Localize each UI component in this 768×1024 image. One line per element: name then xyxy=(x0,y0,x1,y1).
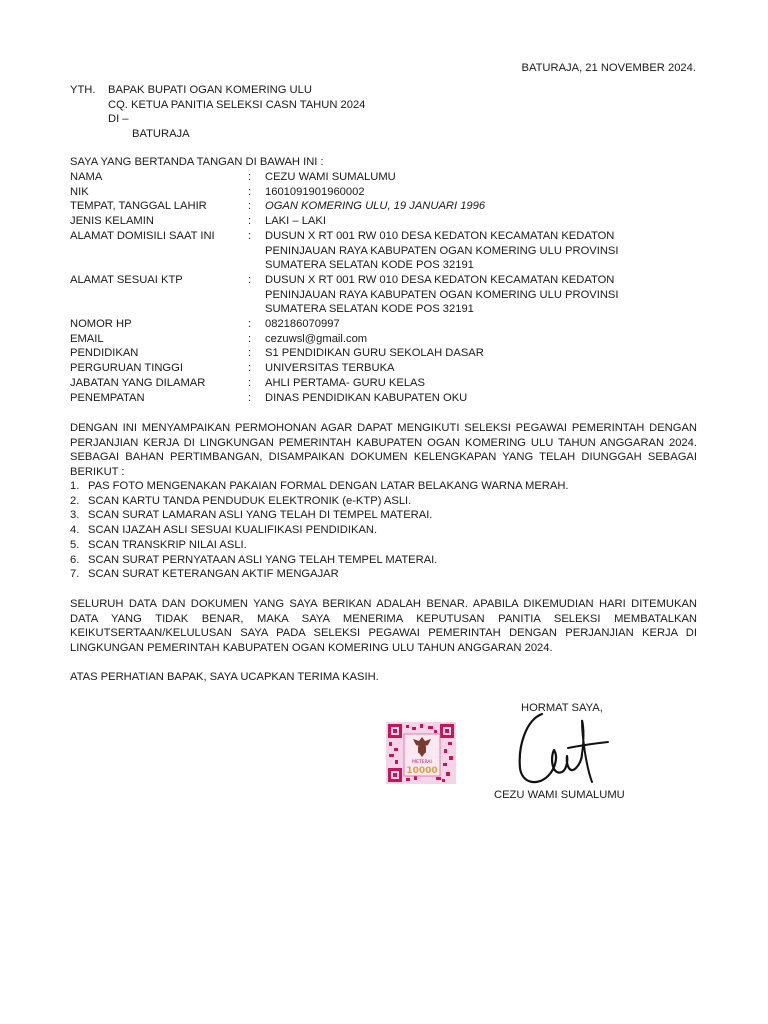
field-colon: : xyxy=(248,391,252,404)
field-colon: : xyxy=(248,171,252,183)
list-number: 1. xyxy=(70,480,80,492)
field-colon: : xyxy=(248,332,252,345)
intro-text: SAYA YANG BERTANDA TANGAN DI BAWAH INI : xyxy=(70,156,324,168)
field-value: DINAS PENDIDIKAN KABUPATEN OKU xyxy=(265,391,468,404)
field-label: JENIS KELAMIN xyxy=(70,215,154,228)
recipient-line-4: BATURAJA xyxy=(132,128,190,140)
field-label: PENDIDIKAN xyxy=(70,347,139,360)
list-text: SCAN SURAT KETERANGAN AKTIF MENGAJAR xyxy=(88,568,339,581)
field-colon: : xyxy=(248,376,252,389)
list-text: SCAN IJAZAH ASLI SESUAI KUALIFIKASI PENDIDIKAN. xyxy=(88,524,378,537)
stamp-label: METERAI xyxy=(412,760,432,765)
materai-stamp-icon xyxy=(386,722,456,784)
field-email xyxy=(70,332,710,347)
closing-text: ATAS PERHATIAN BAPAK, SAYA UCAPKAN TERIMA KASIH. xyxy=(70,671,379,683)
field-label: ALAMAT SESUAI KTP xyxy=(70,273,183,286)
list-text: SCAN SURAT LAMARAN ASLI YANG TELAH DI TEMPEL MATERAI. xyxy=(88,509,433,522)
field-value: 1601091901960002 xyxy=(265,185,365,198)
field-birth xyxy=(70,199,710,214)
field-colon: : xyxy=(248,200,252,213)
field-colon: : xyxy=(248,318,252,331)
list-text: PAS FOTO MENGENAKAN PAKAIAN FORMAL DENGAN LATAR BELAKANG WARNA MERAH. xyxy=(88,480,569,492)
field-value: UNIVERSITAS TERBUKA xyxy=(265,362,395,375)
list-number: 2. xyxy=(70,494,80,507)
field-university xyxy=(70,361,710,376)
list-number: 7. xyxy=(70,568,80,581)
field-value: LAKI – LAKI xyxy=(265,215,326,228)
address-line-1: DUSUN X RT 001 RW 010 DESA KEDATON KECAMATAN KEDATON xyxy=(265,229,615,242)
address-line-2: PENINJAUAN RAYA KABUPATEN OGAN KOMERING ULU PROVINSI xyxy=(265,288,619,301)
field-label: JABATAN YANG DILAMAR xyxy=(70,376,206,389)
field-position xyxy=(70,376,710,391)
recipient-label: YTH. xyxy=(70,84,96,96)
field-phone xyxy=(70,317,710,332)
field-label: PENEMPATAN xyxy=(70,391,145,404)
field-label: EMAIL xyxy=(70,332,104,345)
declaration-paragraph: SELURUH DATA DAN DOKUMEN YANG SAYA BERIKAN ADALAH BENAR. APABILA DIKEMUDIAN HARI DITEMUKAN DATA YANG TIDAK BENAR, MAKA SAYA MENERIMA KEPUTUSAN PANITIA SELEKSI MEMBATALKAN KEIKUTSERTAAN/KELULUSAN SAYA PADA SELEKSI PEGAWAI PEMERINTAH DENGAN PERJANJIAN KERJA DI LINGKUNGAN PEMERINTAH KABUPATEN OGAN KOMERING ULU TAHUN ANGGARAN 2024. xyxy=(70,598,697,655)
field-label: ALAMAT DOMISILI SAAT INI xyxy=(70,229,215,242)
list-item xyxy=(70,538,569,553)
list-text: SCAN SURAT PERNYATAAN ASLI YANG TELAH TEMPEL MATERAI. xyxy=(88,553,438,566)
field-value: CEZU WAMI SUMALUMU xyxy=(265,171,396,183)
field-value: OGAN KOMERING ULU, 19 JANUARI 1996 xyxy=(265,200,486,213)
identity-fields xyxy=(70,170,710,405)
list-item xyxy=(70,479,569,494)
field-value: S1 PENDIDIKAN GURU SEKOLAH DASAR xyxy=(265,347,484,360)
list-text: SCAN KARTU TANDA PENDUDUK ELEKTRONIK (e-KTP) ASLI. xyxy=(88,494,412,507)
signature-icon xyxy=(512,706,612,788)
field-value xyxy=(265,273,710,317)
document-list xyxy=(70,479,569,582)
field-nama xyxy=(70,170,710,185)
request-paragraph: DENGAN INI MENYAMPAIKAN PERMOHONAN AGAR DAPAT MENGIKUTI SELEKSI PEGAWAI PEMERINTAH DENGAN PERJANJIAN KERJA DI LINGKUNGAN PEMERINTAH KABUPATEN OGAN KOMERING ULU TAHUN ANGGARAN 2024. SEBAGAI BAHAN PERTIMBANGAN, DISAMPAIKAN DOKUMEN KELENGKAPAN YANG TELAH DIUNGGAH SEBAGAI BERIKUT : xyxy=(70,422,697,479)
address-line-2: PENINJAUAN RAYA KABUPATEN OGAN KOMERING ULU PROVINSI xyxy=(265,244,619,257)
field-value: 082186070997 xyxy=(265,318,340,331)
field-label: PERGURUAN TINGGI xyxy=(70,362,183,375)
list-number: 3. xyxy=(70,509,80,522)
field-colon: : xyxy=(248,273,252,286)
recipient-line-1: BAPAK BUPATI OGAN KOMERING ULU xyxy=(108,84,312,96)
recipient-line-2: CQ. KETUA PANITIA SELEKSI CASN TAHUN 2024 xyxy=(108,99,366,111)
list-item xyxy=(70,567,569,582)
list-item xyxy=(70,523,569,538)
signer-name: CEZU WAMI SUMALUMU xyxy=(494,789,625,801)
list-number: 5. xyxy=(70,538,80,551)
field-education xyxy=(70,346,710,361)
field-placement xyxy=(70,391,710,406)
list-item xyxy=(70,494,569,509)
field-label: NAMA xyxy=(70,171,103,183)
field-label: TEMPAT, TANGGAL LAHIR xyxy=(70,200,207,213)
field-label: NIK xyxy=(70,185,89,198)
stamp-value: 10000 xyxy=(406,766,438,776)
field-colon: : xyxy=(248,229,252,242)
list-item xyxy=(70,553,569,568)
list-item xyxy=(70,508,569,523)
signoff-text: HORMAT SAYA, xyxy=(521,702,603,714)
list-number: 6. xyxy=(70,553,80,566)
field-colon: : xyxy=(248,185,252,198)
address-line-3: SUMATERA SELATAN KODE POS 32191 xyxy=(265,303,474,316)
field-value: AHLI PERTAMA- GURU KELAS xyxy=(265,376,425,389)
field-colon: : xyxy=(248,362,252,375)
field-gender xyxy=(70,214,710,229)
field-value xyxy=(265,229,710,273)
list-number: 4. xyxy=(70,524,80,537)
address-line-3: SUMATERA SELATAN KODE POS 32191 xyxy=(265,259,474,272)
field-domicile-address xyxy=(70,229,710,273)
field-colon: : xyxy=(248,215,252,228)
field-colon: : xyxy=(248,347,252,360)
date-line: BATURAJA, 21 NOVEMBER 2024. xyxy=(521,62,696,74)
recipient-line-3: DI – xyxy=(108,113,129,125)
field-nik xyxy=(70,185,710,200)
field-value: cezuwsl@gmail.com xyxy=(265,332,368,345)
address-line-1: DUSUN X RT 001 RW 010 DESA KEDATON KECAMATAN KEDATON xyxy=(265,273,615,286)
field-label: NOMOR HP xyxy=(70,318,132,331)
list-text: SCAN TRANSKRIP NILAI ASLI. xyxy=(88,538,247,551)
field-ktp-address xyxy=(70,273,710,317)
